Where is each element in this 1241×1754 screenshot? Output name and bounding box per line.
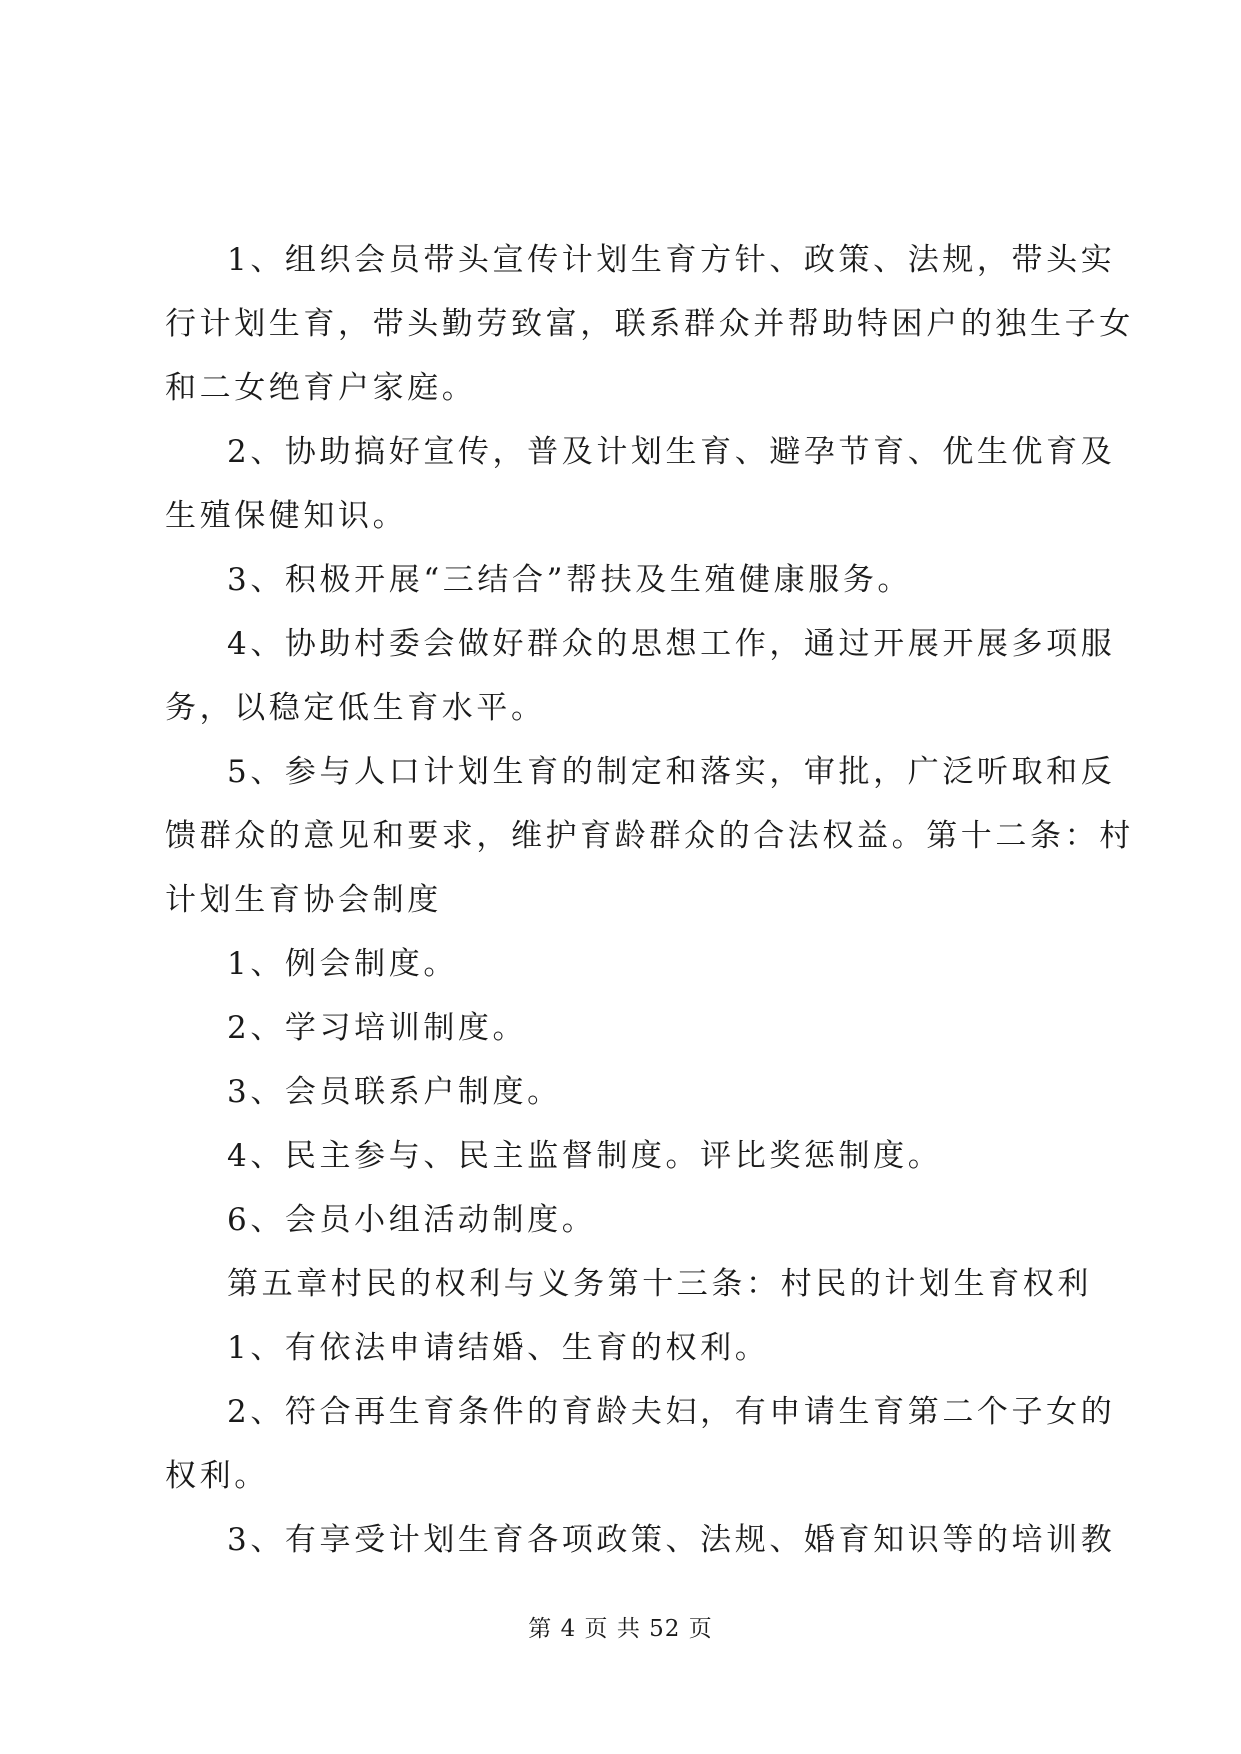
document-body xyxy=(165,228,1134,1572)
paragraph-line: 2、协助搞好宣传，普及计划生育、避孕节育、优生优育及 xyxy=(227,434,1116,470)
paragraph-line: 3、有享受计划生育各项政策、法规、婚育知识等的培训教 xyxy=(227,1522,1116,1558)
paragraph-line: 1、例会制度。 xyxy=(227,946,458,982)
page-number-footer: 第 4 页 共 52 页 xyxy=(528,1616,713,1642)
paragraph-line: 2、符合再生育条件的育龄夫妇，有申请生育第二个子女的 xyxy=(227,1394,1116,1430)
paragraph-line: 3、会员联系户制度。 xyxy=(227,1074,562,1110)
paragraph-line: 第五章村民的权利与义务第十三条：村民的计划生育权利 xyxy=(227,1266,1092,1302)
paragraph-line: 3、积极开展“三结合”帮扶及生殖健康服务。 xyxy=(227,562,913,598)
paragraph-line: 6、会员小组活动制度。 xyxy=(227,1202,597,1238)
paragraph-line: 4、协助村委会做好群众的思想工作，通过开展开展多项服 xyxy=(227,626,1116,662)
paragraph-line: 1、组织会员带头宣传计划生育方针、政策、法规，带头实 xyxy=(227,242,1116,278)
paragraph-line: 生殖保健知识。 xyxy=(165,498,408,534)
paragraph-line: 2、学习培训制度。 xyxy=(227,1010,528,1046)
paragraph-line: 5、参与人口计划生育的制定和落实，审批，广泛听取和反 xyxy=(227,754,1116,790)
paragraph-line: 1、有依法申请结婚、生育的权利。 xyxy=(227,1330,770,1366)
paragraph-line: 馈群众的意见和要求，维护育龄群众的合法权益。第十二条：村 xyxy=(165,818,1134,854)
paragraph-line: 务，以稳定低生育水平。 xyxy=(165,690,546,726)
paragraph-line: 权利。 xyxy=(165,1458,269,1494)
paragraph-line: 和二女绝育户家庭。 xyxy=(165,370,477,406)
paragraph-line: 计划生育协会制度 xyxy=(165,882,442,918)
paragraph-line: 4、民主参与、民主监督制度。评比奖惩制度。 xyxy=(227,1138,943,1174)
paragraph-line: 行计划生育，带头勤劳致富，联系群众并帮助特困户的独生子女 xyxy=(165,306,1134,342)
